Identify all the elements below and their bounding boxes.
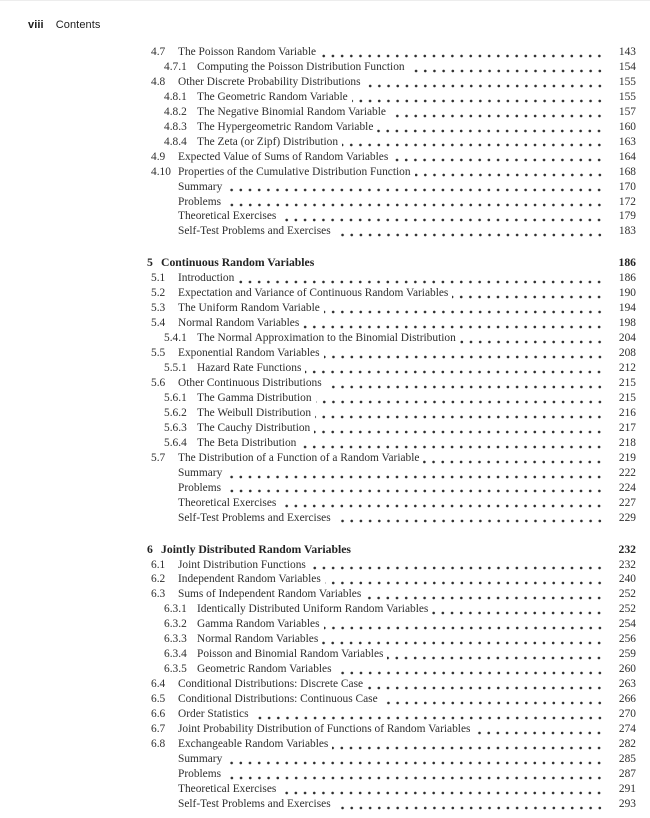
dot-leader <box>280 782 605 797</box>
entry-title: Theoretical Exercises <box>178 210 277 223</box>
dot-leader <box>324 301 605 316</box>
entry-title: The Poisson Random Variable <box>178 46 317 58</box>
toc-entry <box>147 421 636 436</box>
dot-leader <box>423 451 605 466</box>
entry-page-number: 224 <box>618 481 636 494</box>
entry-number: 4.8.3 <box>164 120 187 133</box>
dot-leader <box>326 376 605 391</box>
entry-page-number: 285 <box>618 752 636 765</box>
dot-leader <box>390 105 605 120</box>
entry-page-number: 293 <box>618 797 636 810</box>
entry-title: The Weibull Distribution <box>197 406 312 419</box>
entry-title: The Gamma Distribution <box>197 391 312 404</box>
entry-number: 6.3.4 <box>164 648 187 661</box>
entry-title: Expectation and Variance of Continuous Random Variables <box>178 287 449 300</box>
entry-page-number: 266 <box>618 693 636 706</box>
toc-entry <box>147 180 636 195</box>
entry-number: 6.2 <box>151 573 166 586</box>
toc-entry <box>147 632 636 647</box>
entry-page-number: 215 <box>618 377 636 390</box>
toc-entry <box>147 692 636 707</box>
entry-title: Sums of Independent Random Variables <box>178 588 362 601</box>
toc-entry <box>147 361 636 376</box>
dot-leader <box>392 150 605 165</box>
entry-page-number: 160 <box>618 120 636 133</box>
toc-entry <box>147 797 636 812</box>
entry-title: Normal Random Variables <box>197 633 319 646</box>
entry-number: 6.3.3 <box>164 633 187 646</box>
entry-number: 5.7 <box>151 451 166 464</box>
entry-page-number: 229 <box>618 511 636 524</box>
toc-entry <box>147 120 636 135</box>
toc-entry <box>147 466 636 481</box>
entry-page-number: 218 <box>618 436 636 449</box>
entry-page-number: 254 <box>618 618 636 631</box>
toc-entry <box>147 572 636 587</box>
dot-leader <box>367 677 605 692</box>
entry-page-number: 212 <box>618 362 636 375</box>
entry-page-number: 190 <box>618 287 636 300</box>
toc-chapter-heading <box>147 256 636 271</box>
entry-title: The Zeta (or Zipf) Distribution <box>197 135 339 148</box>
dot-leader <box>314 421 605 436</box>
entry-page-number: 252 <box>618 588 636 601</box>
dot-leader <box>226 752 605 767</box>
entry-page-number: 179 <box>618 210 636 223</box>
toc-entry <box>147 209 636 224</box>
entry-title: Conditional Distributions: Discrete Case <box>178 678 364 691</box>
entry-number: 6.7 <box>151 722 166 735</box>
toc-entry <box>147 707 636 722</box>
dot-leader <box>409 60 605 75</box>
dot-leader <box>316 391 605 406</box>
entry-title: Poisson and Binomial Random Variables <box>197 648 384 661</box>
toc-entry <box>147 391 636 406</box>
toc-entry <box>147 286 636 301</box>
entry-page-number: 263 <box>618 678 636 691</box>
chapter-number: 5 <box>147 256 153 270</box>
toc-entry <box>147 558 636 573</box>
entry-title: Other Continuous Distributions <box>178 377 322 390</box>
entry-title: The Negative Binomial Random Variable <box>197 105 386 118</box>
entry-title: Problems <box>178 767 222 780</box>
dot-leader <box>280 209 605 224</box>
entry-page-number: 222 <box>618 466 636 479</box>
entry-page-number: 208 <box>618 347 636 360</box>
entry-number: 4.10 <box>151 165 171 178</box>
dot-leader <box>335 511 605 526</box>
entry-title: The Uniform Random Variable <box>178 302 320 315</box>
entry-page-number: 274 <box>618 722 636 735</box>
running-head-title: Contents <box>55 19 101 31</box>
dot-leader <box>320 45 605 60</box>
dot-leader <box>253 707 605 722</box>
toc-entry <box>147 165 636 180</box>
entry-title: Joint Distribution Functions <box>178 558 306 571</box>
entry-number: 5.1 <box>151 272 166 285</box>
dot-leader <box>342 135 605 150</box>
entry-title: Summary <box>178 752 223 765</box>
toc-entry <box>147 617 636 632</box>
toc-entry <box>147 587 636 602</box>
entry-title: The Normal Approximation to the Binomial Distribution <box>197 332 456 345</box>
toc-entry <box>147 662 636 677</box>
entry-title: Conditional Distributions: Continuous Case <box>178 693 378 706</box>
entry-title: Problems <box>178 195 222 208</box>
entry-page-number: 154 <box>618 60 636 73</box>
entry-title: Properties of the Cumulative Distribution Function <box>178 165 411 178</box>
entry-title: Order Statistics <box>178 708 249 721</box>
entry-title: Other Discrete Probability Distributions <box>178 75 361 88</box>
entry-page-number: 260 <box>618 663 636 676</box>
entry-number: 5.4.1 <box>164 332 187 345</box>
toc-entry <box>147 331 636 346</box>
toc-chapter-block <box>147 256 636 525</box>
toc-chapter-block <box>147 543 636 812</box>
dot-leader <box>365 75 605 90</box>
entry-page-number: 219 <box>618 451 636 464</box>
dot-leader <box>305 361 605 376</box>
entry-page-number: 155 <box>618 75 636 88</box>
chapter-title: Continuous Random Variables <box>161 256 315 270</box>
dot-leader <box>336 662 605 677</box>
entry-page-number: 215 <box>618 391 636 404</box>
entry-number: 6.1 <box>151 558 166 571</box>
entry-number: 4.7 <box>151 46 166 58</box>
entry-number: 5.6.3 <box>164 421 187 434</box>
entry-number: 4.8.1 <box>164 90 187 103</box>
dot-leader <box>310 558 605 573</box>
entry-number: 4.9 <box>151 150 166 163</box>
dot-leader <box>226 180 605 195</box>
entry-number: 4.8.4 <box>164 135 187 148</box>
toc-entry <box>147 406 636 421</box>
dot-leader <box>303 316 605 331</box>
chapter-page-number: 186 <box>618 256 636 270</box>
entry-number: 5.5 <box>151 347 166 360</box>
dot-leader <box>300 436 605 451</box>
entry-number: 4.8.2 <box>164 105 187 118</box>
entry-title: Self-Test Problems and Exercises <box>178 225 331 238</box>
entry-title: Self-Test Problems and Exercises <box>178 511 331 524</box>
toc-entry <box>147 150 636 165</box>
entry-page-number: 291 <box>618 782 636 795</box>
entry-title: Gamma Random Variables <box>197 618 320 631</box>
toc-entry <box>147 782 636 797</box>
dot-leader <box>377 120 605 135</box>
dot-leader <box>315 406 605 421</box>
chapter-title: Jointly Distributed Random Variables <box>161 542 351 556</box>
entry-page-number: 256 <box>618 633 636 646</box>
entry-title: Independent Random Variables <box>178 573 321 586</box>
toc-entry <box>147 316 636 331</box>
entry-number: 5.6.2 <box>164 406 187 419</box>
entry-title: Introduction <box>178 272 235 285</box>
toc-entry <box>147 451 636 466</box>
dot-leader <box>365 587 605 602</box>
toc-entry <box>147 60 636 75</box>
toc-entry <box>147 75 636 90</box>
entry-page-number: 232 <box>618 558 636 571</box>
entry-title: Exponential Random Variables <box>178 347 320 360</box>
entry-title: Problems <box>178 481 222 494</box>
entry-page-number: 259 <box>618 648 636 661</box>
entry-title: The Cauchy Distribution <box>197 421 311 434</box>
entry-page-number: 163 <box>618 135 636 148</box>
toc-entry <box>147 45 636 60</box>
entry-number: 6.6 <box>151 708 166 721</box>
entry-page-number: 155 <box>618 90 636 103</box>
entry-page-number: 198 <box>618 317 636 330</box>
dot-leader <box>238 271 605 286</box>
toc-entry <box>147 496 636 511</box>
toc-entry <box>147 737 636 752</box>
dot-leader <box>387 647 605 662</box>
chapter-number: 6 <box>147 542 153 556</box>
toc-chapter-heading <box>147 543 636 558</box>
toc-entry <box>147 647 636 662</box>
entry-page-number: 164 <box>618 150 636 163</box>
table-of-contents <box>147 45 636 812</box>
entry-number: 5.3 <box>151 302 166 315</box>
entry-title: Computing the Poisson Distribution Function <box>197 60 405 73</box>
entry-number: 5.6.1 <box>164 391 187 404</box>
dot-leader <box>352 90 605 105</box>
dot-leader <box>322 632 605 647</box>
toc-chapter-block <box>147 45 636 239</box>
entry-number: 6.4 <box>151 678 166 691</box>
entry-page-number: 287 <box>618 767 636 780</box>
dot-leader <box>474 722 605 737</box>
entry-title: Summary <box>178 180 223 193</box>
entry-title: Exchangeable Random Variables <box>178 737 329 750</box>
entry-title: The Beta Distribution <box>197 436 297 449</box>
running-head <box>28 19 101 31</box>
toc-entry <box>147 135 636 150</box>
dot-leader <box>382 692 605 707</box>
toc-entry <box>147 752 636 767</box>
toc-entry <box>147 195 636 210</box>
toc-entry <box>147 224 636 239</box>
toc-entry <box>147 271 636 286</box>
entry-number: 6.5 <box>151 693 166 706</box>
entry-page-number: 170 <box>618 180 636 193</box>
entry-page-number: 216 <box>618 406 636 419</box>
dot-leader <box>460 331 605 346</box>
entry-title: Hazard Rate Functions <box>197 362 302 375</box>
entry-title: Joint Probability Distribution of Functions of Random Variables <box>178 722 471 735</box>
entry-number: 4.8 <box>151 75 166 88</box>
toc-entry <box>147 436 636 451</box>
toc-entry <box>147 376 636 391</box>
chapter-page-number: 232 <box>618 542 636 556</box>
dot-leader <box>452 286 605 301</box>
entry-title: The Hypergeometric Random Variable <box>197 120 374 133</box>
entry-page-number: 186 <box>618 272 636 285</box>
dot-leader <box>225 767 605 782</box>
entry-number: 5.5.1 <box>164 362 187 375</box>
dot-leader <box>432 602 605 617</box>
dot-leader <box>332 737 605 752</box>
entry-page-number: 282 <box>618 737 636 750</box>
dot-leader <box>318 256 605 271</box>
entry-number: 5.4 <box>151 317 166 330</box>
entry-number: 6.3 <box>151 588 166 601</box>
entry-title: The Geometric Random Variable <box>197 90 348 103</box>
toc-entry <box>147 767 636 782</box>
dot-leader <box>324 346 605 361</box>
dot-leader <box>324 617 605 632</box>
dot-leader <box>225 481 605 496</box>
entry-title: Self-Test Problems and Exercises <box>178 797 331 810</box>
entry-title: Summary <box>178 466 223 479</box>
entry-number: 5.6.4 <box>164 436 187 449</box>
entry-title: Theoretical Exercises <box>178 782 277 795</box>
entry-page-number: 183 <box>618 225 636 238</box>
entry-number: 6.3.1 <box>164 603 187 616</box>
entry-title: Theoretical Exercises <box>178 496 277 509</box>
entry-title: Geometric Random Variables <box>197 663 332 676</box>
toc-entry <box>147 481 636 496</box>
toc-entry <box>147 722 636 737</box>
dot-leader <box>335 797 605 812</box>
toc-entry <box>147 346 636 361</box>
dot-leader <box>325 572 605 587</box>
entry-title: Identically Distributed Uniform Random Variables <box>197 603 429 616</box>
entry-page-number: 252 <box>618 603 636 616</box>
entry-title: Normal Random Variables <box>178 317 300 330</box>
toc-entry <box>147 602 636 617</box>
entry-title: The Distribution of a Function of a Random Variable <box>178 451 420 464</box>
entry-page-number: 240 <box>618 573 636 586</box>
entry-number: 5.6 <box>151 377 166 390</box>
entry-number: 6.3.5 <box>164 663 187 676</box>
dot-leader <box>280 496 605 511</box>
dot-leader <box>225 195 605 210</box>
dot-leader <box>226 466 605 481</box>
entry-number: 4.7.1 <box>164 60 187 73</box>
entry-page-number: 270 <box>618 708 636 721</box>
entry-number: 5.2 <box>151 287 166 300</box>
entry-page-number: 172 <box>618 195 636 208</box>
entry-page-number: 157 <box>618 105 636 118</box>
dot-leader <box>415 165 605 180</box>
entry-title: Expected Value of Sums of Random Variables <box>178 150 389 163</box>
entry-page-number: 204 <box>618 332 636 345</box>
entry-page-number: 143 <box>618 46 636 58</box>
folio-page-number: viii <box>28 19 44 31</box>
toc-entry <box>147 677 636 692</box>
entry-number: 6.8 <box>151 737 166 750</box>
toc-entry <box>147 301 636 316</box>
entry-page-number: 168 <box>618 165 636 178</box>
dot-leader <box>355 543 605 558</box>
entry-page-number: 227 <box>618 496 636 509</box>
entry-page-number: 217 <box>618 421 636 434</box>
toc-entry <box>147 105 636 120</box>
toc-entry <box>147 90 636 105</box>
dot-leader <box>335 224 605 239</box>
entry-page-number: 194 <box>618 302 636 315</box>
toc-entry <box>147 511 636 526</box>
entry-number: 6.3.2 <box>164 618 187 631</box>
